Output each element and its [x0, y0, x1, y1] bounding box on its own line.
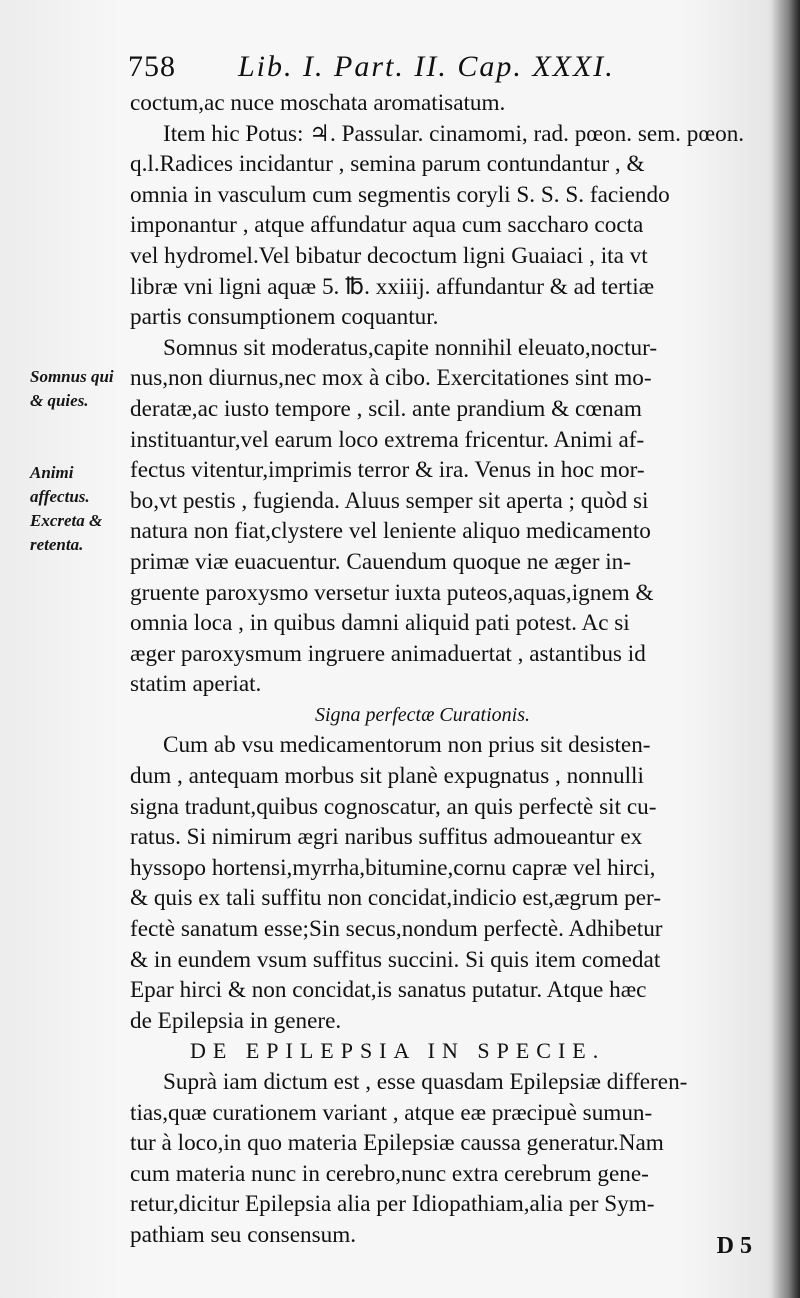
section-subheading: Signa perfectæ Curationis.: [315, 703, 530, 726]
margin-note: Excreta & retenta.: [30, 511, 103, 554]
text-line: Epar hirci & non concidat,is sanatus putatur. Atque hæc: [130, 977, 647, 1004]
running-header: [128, 50, 668, 90]
margin-note: Animi affectus.: [30, 463, 90, 506]
text-line: tias,quæ curationem variant , atque eæ præcipuè sumun-: [130, 1099, 653, 1126]
text-line: vel hydromel.Vel bibatur decoctum ligni Guaiaci , ita vt: [130, 242, 648, 269]
text-line: q.l.Radices incidantur , semina parum contundantur , &: [130, 151, 645, 178]
text-line: tur à loco,in quo materia Epilepsiæ caussa generatur.Nam: [130, 1130, 664, 1157]
text-line: retur,dicitur Epilepsia alia per Idiopathiam,alia per Sym-: [130, 1191, 655, 1218]
text-line: omnia loca , in quibus damni aliquid pati potest. Ac si: [130, 610, 630, 637]
text-line: Suprà iam dictum est , esse quasdam Epilepsiæ differen-: [163, 1069, 688, 1095]
text-line: primæ viæ euacuentur. Cauendum quoque ne æger in-: [130, 548, 631, 575]
text-line: & in eundem vsum suffitus succini. Si quis item comedat: [130, 946, 661, 973]
text-line: instituantur,vel earum loco extrema fricentur. Animi af-: [130, 426, 645, 453]
text-line: bo,vt pestis , fugienda. Aluus semper sit aperta ; quòd si: [130, 487, 649, 514]
text-line: signa tradunt,quibus cognoscatur, an quis perfectè sit cu-: [130, 793, 657, 820]
text-line: fectè sanatum esse;Sin secus,nondum perfectè. Adhibetur: [130, 916, 663, 943]
text-line: omnia in vasculum cum segmentis coryli S. S. S. faciendo: [130, 181, 670, 208]
text-line: partis consumptionem coquantur.: [130, 304, 439, 331]
text-line: fectus vitentur,imprimis terror & ira. Venus in hoc mor-: [130, 457, 645, 484]
text-line: libræ vni ligni aquæ 5. ℔. xxiiij. affundantur & ad tertiæ: [130, 273, 655, 300]
text-line: ratus. Si nimirum ægri naribus suffitus admoueantur ex: [130, 824, 643, 851]
text-line: æger paroxysmum ingruere animaduertat , astantibus id: [130, 640, 646, 667]
text-line: Cum ab vsu medicamentorum non prius sit desisten-: [163, 732, 651, 759]
text-line: deratæ,ac iusto tempore , scil. ante prandium & cœnam: [130, 395, 642, 422]
text-line: hyssopo hortensi,myrrha,bitumine,cornu capræ vel hirci,: [130, 854, 656, 881]
text-line: natura non fiat,clystere vel leniente aliquo medicamento: [130, 518, 651, 545]
text-line: imponantur , atque affundatur aqua cum saccharo cocta: [130, 212, 644, 239]
text-line: de Epilepsia in genere.: [130, 1007, 342, 1034]
text-line: pathiam seu consensum.: [130, 1221, 357, 1248]
text-line: dum , antequam morbus sit planè expugnatus , nonnulli: [130, 763, 644, 790]
text-line: & quis ex tali suffitu non concidat,indicio est,ægrum per-: [130, 885, 662, 912]
text-line: Item hic Potus: ♃. Passular. cinamomi, rad. pœon. sem. pœon.: [163, 120, 745, 147]
catchword: D 5: [716, 1233, 752, 1259]
text-line: statim aperiat.: [130, 671, 262, 698]
running-title: Lib. I. Part. II. Cap. XXXI.: [238, 50, 615, 83]
page-edge-shadow: [772, 0, 800, 1298]
text-line: nus,non diurnus,nec mox à cibo. Exercitationes sint mo-: [130, 365, 652, 392]
margin-note: Somnus qui & quies.: [30, 367, 114, 410]
text-line: cum materia nunc in cerebro,nunc extra cerebrum gene-: [130, 1160, 649, 1187]
text-line: Somnus sit moderatus,capite nonnihil eleuato,noctur-: [163, 334, 658, 361]
text-line: coctum,ac nuce moschata aromatisatum.: [130, 90, 506, 116]
text-line: gruente paroxysmo versetur iuxta puteos,aquas,ignem &: [130, 579, 654, 606]
margin-notes: [30, 365, 125, 597]
page-number: 758: [128, 50, 176, 83]
section-heading: DE EPILEPSIA IN SPECIE.: [190, 1038, 606, 1064]
main-text: [130, 88, 770, 1251]
